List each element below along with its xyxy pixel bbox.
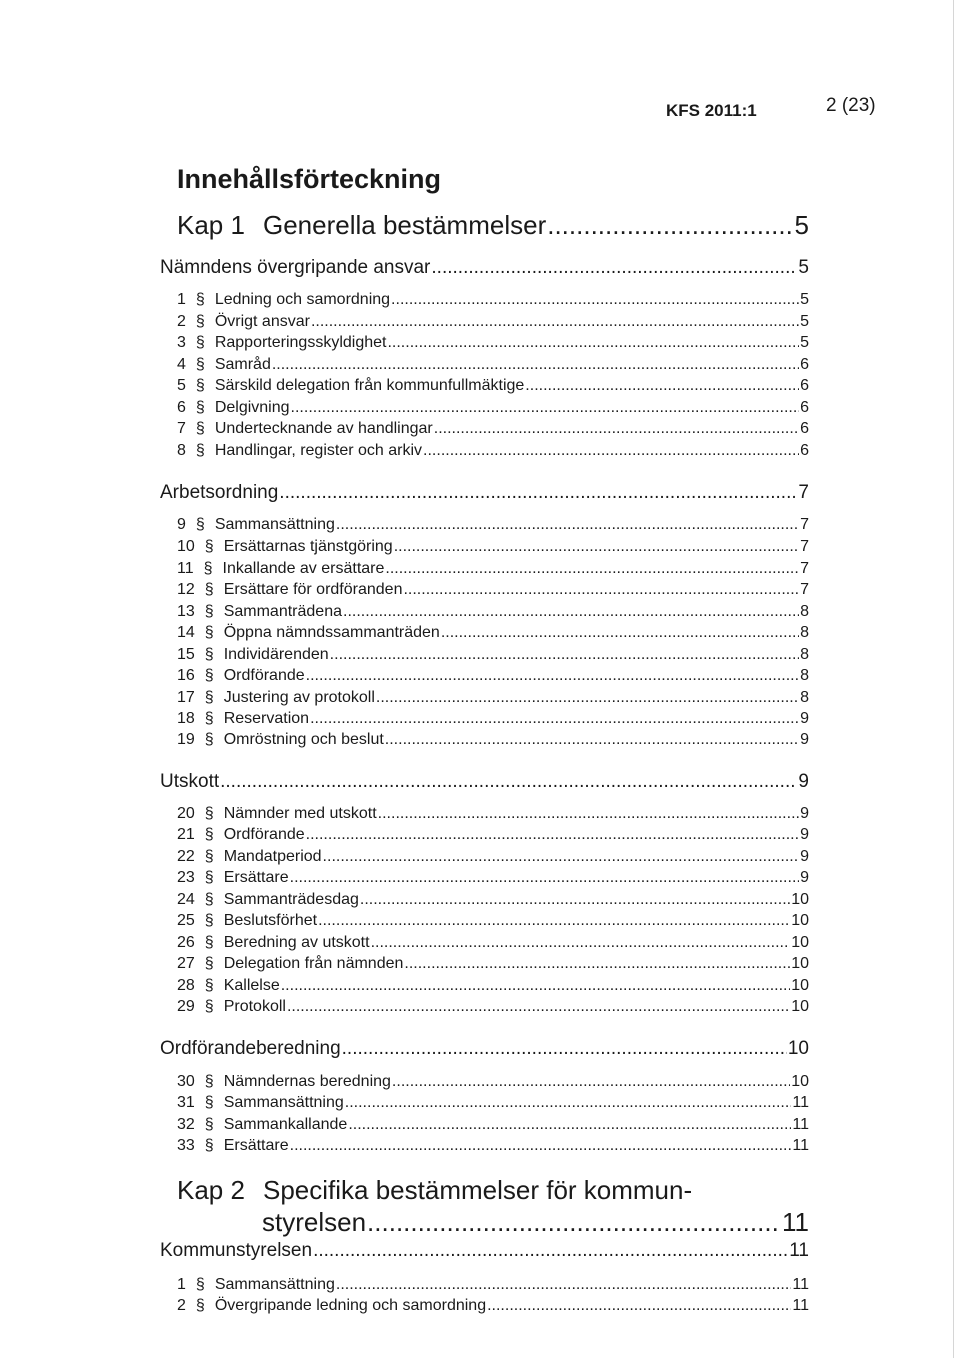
toc-section-kommunstyrelsen[interactable]: [160, 1240, 809, 1264]
leader-dots: [343, 603, 799, 621]
paragraph-number: 11: [177, 560, 194, 577]
toc-item[interactable]: [177, 646, 809, 666]
leader-dots: [378, 805, 799, 823]
paragraph-number: 21: [177, 826, 195, 843]
toc-item[interactable]: [177, 891, 809, 911]
toc-section-utskott[interactable]: [160, 771, 809, 795]
paragraph-number: 18: [177, 710, 195, 727]
item-title: 8 § Handlingar, register och arkiv: [177, 442, 423, 459]
section-sign-icon: §: [204, 1137, 214, 1154]
item-title: 15 § Individärenden: [177, 646, 329, 663]
page-edge: [953, 0, 954, 1358]
section-sign-icon: §: [204, 1116, 214, 1133]
page-number: 11: [792, 1116, 809, 1133]
section-sign-icon: §: [204, 538, 214, 555]
leader-dots: [360, 891, 790, 909]
page-number: 9: [800, 826, 809, 843]
page-number: 9: [800, 731, 809, 748]
item-title: 12 § Ersättare för ordföranden: [177, 581, 403, 598]
toc-item[interactable]: [177, 848, 809, 868]
leader-dots: [403, 581, 799, 599]
page-number: 9: [800, 848, 809, 865]
item-title: 19 § Omröstning och beslut: [177, 731, 384, 748]
paragraph-number: 4: [177, 356, 186, 373]
leader-dots: [220, 771, 797, 793]
page-number: 9: [800, 805, 809, 822]
paragraph-number: 12: [177, 581, 195, 598]
item-title: 1 § Sammansättning: [177, 1276, 335, 1293]
page-number: 10: [791, 934, 809, 951]
paragraph-number: 27: [177, 955, 195, 972]
leader-dots: [441, 624, 799, 642]
section-sign-icon: §: [204, 689, 214, 706]
item-title: 28 § Kallelse: [177, 977, 280, 994]
item-title: 20 § Nämnder med utskott: [177, 805, 377, 822]
toc-item[interactable]: [177, 869, 809, 889]
section-sign-icon: §: [195, 399, 205, 416]
paragraph-number: 25: [177, 912, 195, 929]
section-sign-icon: §: [195, 442, 205, 459]
toc-chapter-2[interactable]: [262, 1207, 809, 1239]
page-number: 9: [800, 710, 809, 727]
paragraph-number: 22: [177, 848, 195, 865]
toc-item[interactable]: [177, 1276, 809, 1296]
leader-dots: [525, 377, 799, 395]
leader-dots: [311, 313, 799, 331]
toc-item[interactable]: [177, 1073, 809, 1093]
toc-item[interactable]: [177, 826, 809, 846]
toc-item[interactable]: [177, 1094, 809, 1114]
page-number: 8: [800, 603, 809, 620]
toc-title: Innehållsförteckning: [177, 164, 442, 194]
toc-item[interactable]: [177, 934, 809, 954]
paragraph-number: 29: [177, 998, 195, 1015]
toc-section-arbetsordning[interactable]: [160, 482, 809, 506]
page-number: 7: [798, 482, 809, 503]
leader-dots: [323, 848, 800, 866]
leader-dots: [318, 912, 790, 930]
leader-dots: [547, 210, 793, 241]
paragraph-number: 28: [177, 977, 195, 994]
page-number: 8: [800, 624, 809, 641]
page-indicator: 2 (23): [826, 95, 876, 116]
section-sign-icon: §: [204, 731, 214, 748]
leader-dots: [385, 731, 799, 749]
toc-item[interactable]: [177, 538, 809, 558]
page-number: 6: [800, 442, 809, 459]
paragraph-number: 33: [177, 1137, 195, 1154]
item-title: 11 § Inkallande av ersättare: [177, 560, 385, 577]
paragraph-number: 24: [177, 891, 195, 908]
section-sign-icon: §: [204, 912, 214, 929]
leader-dots: [376, 689, 799, 707]
leader-dots: [431, 257, 797, 279]
toc-item[interactable]: [177, 313, 809, 333]
section-sign-icon: §: [204, 977, 214, 994]
paragraph-number: 1: [177, 1276, 186, 1293]
leader-dots: [423, 442, 799, 460]
item-title: 25 § Beslutsförhet: [177, 912, 318, 929]
leader-dots: [330, 646, 799, 664]
section-sign-icon: §: [204, 891, 214, 908]
leader-dots: [281, 977, 790, 995]
section-sign-icon: §: [195, 356, 205, 373]
leader-dots: [287, 998, 790, 1016]
leader-dots: [345, 1094, 792, 1112]
paragraph-number: 5: [177, 377, 186, 394]
item-title: 4 § Samråd: [177, 356, 271, 373]
leader-dots: [279, 482, 797, 504]
toc-item[interactable]: [177, 334, 809, 354]
section-sign-icon: §: [204, 848, 214, 865]
chapter-heading: Kap 1 Generella bestämmelser: [177, 210, 547, 240]
paragraph-number: 2: [177, 1297, 186, 1314]
toc-item[interactable]: [177, 399, 809, 419]
page-number: 7: [800, 538, 809, 555]
page-number: 11: [792, 1094, 809, 1111]
leader-dots: [391, 291, 799, 309]
page-number: 6: [800, 356, 809, 373]
section-sign-icon: §: [195, 334, 205, 351]
section-sign-icon: §: [204, 934, 214, 951]
toc-item[interactable]: [177, 1297, 809, 1317]
leader-dots: [434, 420, 799, 438]
paragraph-number: 14: [177, 624, 195, 641]
section-sign-icon: §: [203, 560, 213, 577]
paragraph-number: 20: [177, 805, 195, 822]
item-title: 9 § Sammansättning: [177, 516, 335, 533]
page-number: 10: [791, 891, 809, 908]
paragraph-number: 30: [177, 1073, 195, 1090]
section-sign-icon: §: [204, 826, 214, 843]
leader-dots: [272, 356, 799, 374]
item-title: 17 § Justering av protokoll: [177, 689, 375, 706]
item-title: 24 § Sammanträdesdag: [177, 891, 359, 908]
item-title: 26 § Beredning av utskott: [177, 934, 370, 951]
section-sign-icon: §: [204, 624, 214, 641]
page-number: 9: [798, 771, 809, 792]
leader-dots: [310, 710, 799, 728]
paragraph-number: 31: [177, 1094, 195, 1111]
section-title: Arbetsordning: [160, 482, 279, 503]
paragraph-number: 16: [177, 667, 195, 684]
item-title: 7 § Undertecknande av handlingar: [177, 420, 433, 437]
page-number: 11: [792, 1137, 809, 1154]
leader-dots: [404, 955, 790, 973]
item-title: 27 § Delegation från nämnden: [177, 955, 404, 972]
page-number: 8: [800, 646, 809, 663]
toc-item[interactable]: [177, 420, 809, 440]
item-title: 2 § Övrigt ansvar: [177, 313, 310, 330]
paragraph-number: 26: [177, 934, 195, 951]
section-sign-icon: §: [204, 955, 214, 972]
leader-dots: [371, 934, 791, 952]
section-sign-icon: §: [204, 646, 214, 663]
paragraph-number: 32: [177, 1116, 195, 1133]
toc-item[interactable]: [177, 291, 809, 311]
toc-item[interactable]: [177, 516, 809, 536]
section-title: Ordförandeberedning: [160, 1038, 341, 1059]
page-number: 8: [800, 689, 809, 706]
page-number: 5: [800, 334, 809, 351]
leader-dots: [392, 1073, 790, 1091]
toc-item[interactable]: [177, 624, 809, 644]
toc-chapter-2-heading[interactable]: Kap 2 Specifika bestämmelser för kommun-: [177, 1175, 693, 1205]
toc-item[interactable]: [177, 377, 809, 397]
item-title: 22 § Mandatperiod: [177, 848, 322, 865]
page-number: 7: [800, 581, 809, 598]
paragraph-number: 23: [177, 869, 195, 886]
toc-section-namndens-ansvar[interactable]: [160, 257, 809, 281]
leader-dots: [290, 1137, 792, 1155]
document-id: KFS 2011:1: [666, 101, 757, 120]
toc-item[interactable]: [177, 689, 809, 709]
page-number: 5: [800, 313, 809, 330]
page-number: 5: [800, 291, 809, 308]
page-number: 8: [800, 667, 809, 684]
item-title: 14 § Öppna nämndssammanträden: [177, 624, 440, 641]
page-number: 9: [800, 869, 809, 886]
page-number: 6: [800, 420, 809, 437]
leader-dots: [387, 334, 799, 352]
paragraph-number: 15: [177, 646, 195, 663]
leader-dots: [348, 1116, 791, 1134]
page-number: 10: [791, 1073, 809, 1090]
item-title: 6 § Delgivning: [177, 399, 290, 416]
page-number: 11: [792, 1276, 809, 1293]
page-number: 5: [798, 257, 809, 278]
section-sign-icon: §: [195, 1276, 205, 1293]
page-number: 5: [794, 210, 809, 240]
section-sign-icon: §: [195, 291, 205, 308]
paragraph-number: 17: [177, 689, 195, 706]
item-title: 32 § Sammankallande: [177, 1116, 348, 1133]
leader-dots: [306, 667, 799, 685]
section-sign-icon: §: [204, 581, 214, 598]
toc-item[interactable]: [177, 955, 809, 975]
page-number: 6: [800, 399, 809, 416]
toc-item[interactable]: [177, 731, 809, 751]
item-title: 5 § Särskild delegation från kommunfullmäktige: [177, 377, 525, 394]
section-sign-icon: §: [195, 313, 205, 330]
page-number: 11: [782, 1207, 809, 1237]
section-sign-icon: §: [195, 1297, 205, 1314]
item-title: 29 § Protokoll: [177, 998, 286, 1015]
item-title: 21 § Ordförande: [177, 826, 305, 843]
item-title: 31 § Sammansättning: [177, 1094, 344, 1111]
toc-item[interactable]: [177, 710, 809, 730]
section-title: Utskott: [160, 771, 220, 792]
paragraph-number: 9: [177, 516, 186, 533]
paragraph-number: 19: [177, 731, 195, 748]
toc-item[interactable]: [177, 581, 809, 601]
page-number: 10: [791, 998, 809, 1015]
paragraph-number: 7: [177, 420, 186, 437]
section-sign-icon: §: [204, 710, 214, 727]
section-sign-icon: §: [204, 805, 214, 822]
section-sign-icon: §: [204, 1073, 214, 1090]
toc-section-ordforandeberedning[interactable]: [160, 1038, 809, 1062]
paragraph-number: 13: [177, 603, 195, 620]
paragraph-number: 3: [177, 334, 186, 351]
toc-item[interactable]: [177, 560, 809, 580]
item-title: 1 § Ledning och samordning: [177, 291, 391, 308]
toc-item[interactable]: [177, 805, 809, 825]
section-sign-icon: §: [204, 869, 214, 886]
leader-dots: [367, 1207, 781, 1238]
section-title: Nämndens övergripande ansvar: [160, 257, 431, 278]
leader-dots: [487, 1297, 791, 1315]
page-number: 7: [800, 516, 809, 533]
toc-item[interactable]: [177, 667, 809, 687]
paragraph-number: 6: [177, 399, 186, 416]
toc-item[interactable]: [177, 977, 809, 997]
toc-item[interactable]: [177, 442, 809, 462]
paragraph-number: 1: [177, 291, 186, 308]
page-number: 11: [789, 1240, 809, 1261]
leader-dots: [306, 826, 799, 844]
toc-item[interactable]: [177, 1137, 809, 1157]
section-sign-icon: §: [195, 516, 205, 533]
toc-chapter-1[interactable]: [177, 210, 809, 242]
section-title: Kommunstyrelsen: [160, 1240, 313, 1261]
toc-item[interactable]: [177, 1116, 809, 1136]
section-sign-icon: §: [204, 998, 214, 1015]
page-number: 7: [800, 560, 809, 577]
section-sign-icon: §: [204, 1094, 214, 1111]
page-number: 11: [792, 1297, 809, 1314]
leader-dots: [336, 516, 799, 534]
item-title: 16 § Ordförande: [177, 667, 305, 684]
item-title: 18 § Reservation: [177, 710, 310, 727]
toc-item[interactable]: [177, 912, 809, 932]
leader-dots: [313, 1240, 788, 1262]
item-title: 13 § Sammanträdena: [177, 603, 342, 620]
item-title: 30 § Nämndernas beredning: [177, 1073, 391, 1090]
item-title: 10 § Ersättarnas tjänstgöring: [177, 538, 393, 555]
page-number: 6: [800, 377, 809, 394]
leader-dots: [336, 1276, 792, 1294]
paragraph-number: 8: [177, 442, 186, 459]
toc-item[interactable]: [177, 603, 809, 623]
leader-dots: [385, 560, 799, 578]
leader-dots: [394, 538, 799, 556]
paragraph-number: 2: [177, 313, 186, 330]
item-title: 33 § Ersättare: [177, 1137, 289, 1154]
item-title: 2 § Övergripande ledning och samordning: [177, 1297, 487, 1314]
chapter-heading-continued: styrelsen: [262, 1207, 367, 1237]
toc-item[interactable]: [177, 998, 809, 1018]
section-sign-icon: §: [195, 377, 205, 394]
item-title: 3 § Rapporteringsskyldighet: [177, 334, 387, 351]
page-number: 10: [791, 955, 809, 972]
page-number: 10: [787, 1038, 809, 1059]
leader-dots: [290, 869, 799, 887]
leader-dots: [342, 1038, 787, 1060]
leader-dots: [291, 399, 800, 417]
section-sign-icon: §: [195, 420, 205, 437]
page-number: 10: [791, 912, 809, 929]
item-title: 23 § Ersättare: [177, 869, 289, 886]
section-sign-icon: §: [204, 667, 214, 684]
toc-item[interactable]: [177, 356, 809, 376]
paragraph-number: 10: [177, 538, 195, 555]
page-number: 10: [791, 977, 809, 994]
section-sign-icon: §: [204, 603, 214, 620]
